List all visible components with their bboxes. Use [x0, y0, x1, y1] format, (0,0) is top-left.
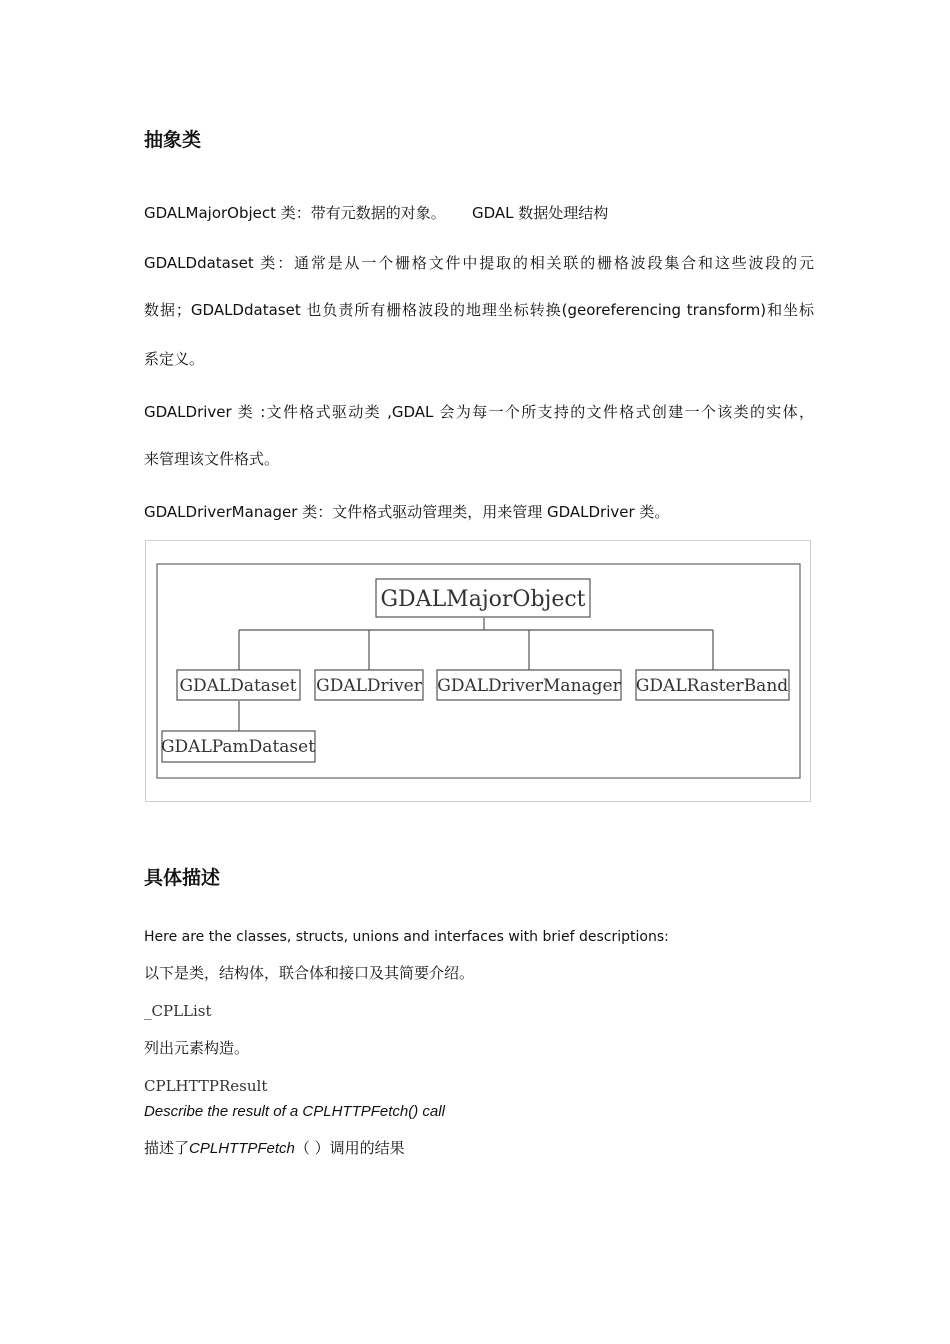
node-gdal-dataset	[177, 670, 300, 700]
section-title-abstract: 抽象类	[144, 129, 202, 151]
section-title-detail: 具体描述	[144, 867, 221, 889]
desc-zh-function: CPLHTTPFetch	[189, 1140, 295, 1157]
node-label-root: GDALMajorObject	[380, 587, 586, 612]
paragraph-dataset-line-2: 数据；GDALDdataset 也负责所有栅格波段的地理坐标转换(georeferencing transform)和坐标	[144, 301, 814, 319]
node-gdal-raster-band	[636, 670, 789, 700]
node-label-dataset: GDALDataset	[179, 676, 297, 696]
detail-intro-english: Here are the classes, structs, unions and interfaces with brief descriptions:	[144, 929, 669, 945]
desc-zh-suffix: （ ）调用的结果	[294, 1139, 405, 1157]
node-gdal-major-object	[376, 579, 590, 617]
paragraph-driver-manager: GDALDriverManager 类：文件格式驱动管理类，用来管理 GDALDriver 类。	[144, 503, 670, 521]
class-name-cpllist: _CPLList	[144, 1002, 212, 1020]
node-gdal-driver-manager	[437, 670, 622, 700]
class-hierarchy-diagram	[145, 540, 811, 802]
desc-zh-prefix: 描述了	[144, 1139, 190, 1157]
node-label-pam-dataset: GDALPamDataset	[160, 737, 316, 757]
node-label-raster-band: GDALRasterBand	[635, 676, 789, 696]
paragraph-data-structure-label: GDAL 数据处理结构	[472, 204, 609, 222]
class-desc-cpllist: 列出元素构造。	[144, 1039, 250, 1057]
paragraph-dataset-line-1: GDALDdataset 类：通常是从一个栅格文件中提取的相关联的栅格波段集合和这些波段的元	[144, 254, 814, 272]
node-label-driver: GDALDriver	[316, 676, 422, 696]
paragraph-major-object: GDALMajorObject 类：带有元数据的对象。	[144, 204, 446, 222]
detail-intro-chinese: 以下是类，结构体，联合体和接口及其简要介绍。	[144, 964, 475, 982]
paragraph-dataset-line-3: 系定义。	[144, 350, 205, 368]
class-hierarchy-svg	[146, 541, 810, 801]
class-desc-cplhttpresult-chinese	[144, 1137, 405, 1158]
node-gdal-driver	[315, 670, 423, 700]
node-label-driver-manager: GDALDriverManager	[437, 676, 621, 696]
paragraph-driver-line-2: 来管理该文件格式。	[144, 450, 280, 468]
node-gdal-pam-dataset	[161, 731, 315, 762]
class-desc-cplhttpresult-english: Describe the result of a CPLHTTPFetch() call	[144, 1103, 445, 1120]
class-name-cplhttpresult: CPLHTTPResult	[144, 1077, 268, 1095]
paragraph-driver-line-1: GDALDriver 类 :文件格式驱动类 ,GDAL 会为每一个所支持的文件格式创建一个该类的实体，	[144, 403, 814, 421]
